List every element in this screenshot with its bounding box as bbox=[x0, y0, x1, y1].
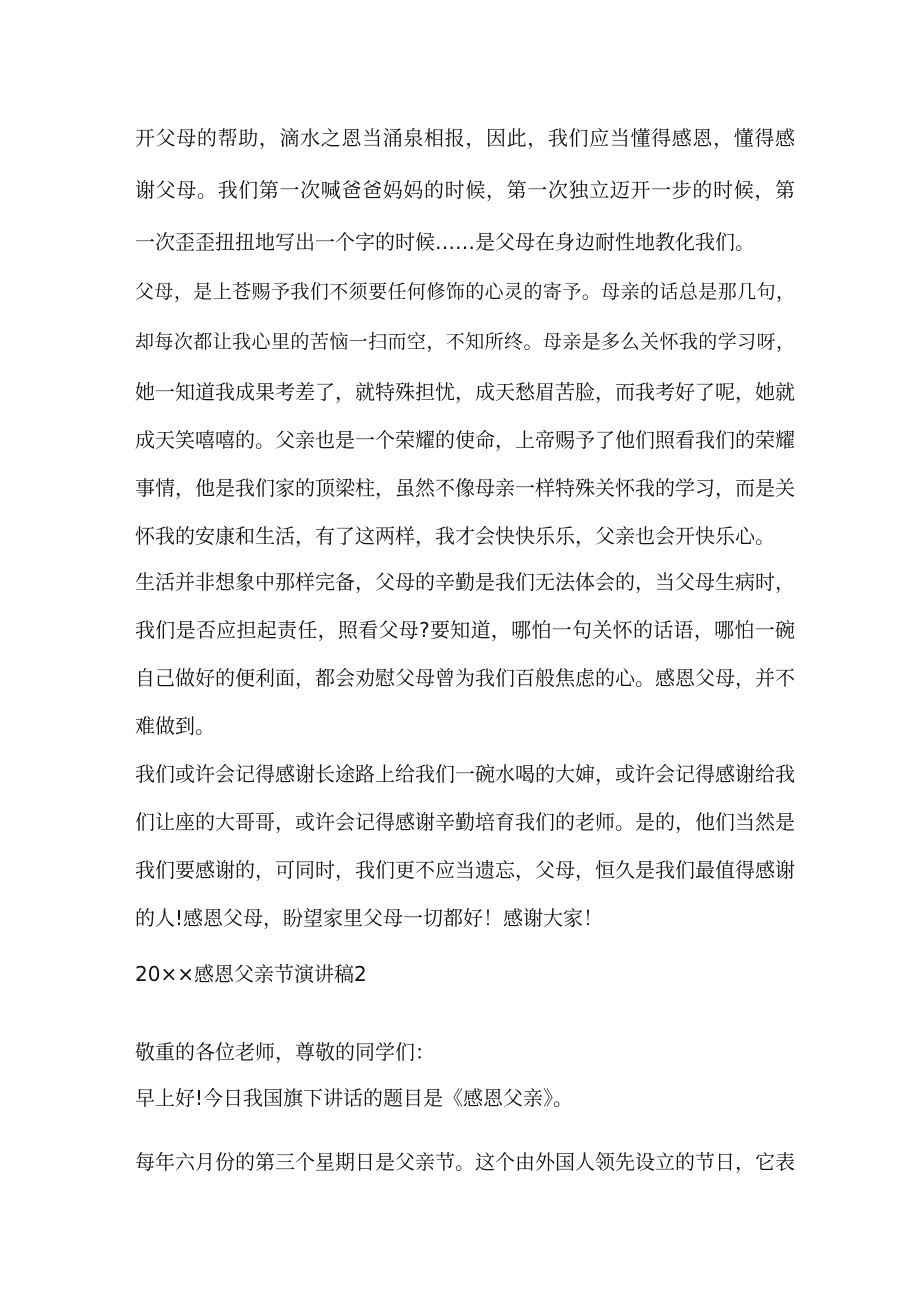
text-line: 们让座的大哥哥，或许会记得感谢辛勤培育我们的老师。是的，他们当然是 bbox=[135, 810, 795, 834]
text-line: 每年六月份的第三个星期日是父亲节。这个由外国人领先设立的节日，它表 bbox=[135, 1150, 795, 1174]
text-line: 难做到。 bbox=[135, 714, 215, 738]
greeting-line: 敬重的各位老师，尊敬的同学们： bbox=[135, 1040, 435, 1064]
text-line: 自己做好的便利面，都会劝慰父母曾为我们百般焦虑的心。感恩父母，并不 bbox=[135, 666, 795, 690]
text-line: 成天笑嘻嘻的。父亲也是一个荣耀的使命，上帝赐予了他们照看我们的荣耀 bbox=[135, 428, 795, 452]
text-line: 怀我的安康和生活，有了这两样，我才会快快乐乐，父亲也会开快乐心。 bbox=[135, 524, 775, 548]
text-line: 我们是否应担起责任，照看父母?要知道，哪怕一句关怀的话语，哪怕一碗 bbox=[135, 618, 795, 642]
text-line: 父母，是上苍赐予我们不须要任何修饰的心灵的寄予。母亲的话总是那几句， bbox=[135, 281, 795, 303]
text-line: 谢父母。我们第一次喊爸爸妈妈的时候，第一次独立迈开一步的时候，第 bbox=[135, 178, 795, 202]
section-heading: 20××感恩父亲节演讲稿2 bbox=[135, 962, 367, 986]
text-line: 生活并非想象中那样完备，父母的辛勤是我们无法体会的，当父母生病时， bbox=[135, 570, 795, 594]
text-line: 事情，他是我们家的顶梁柱，虽然不像母亲一样特殊关怀我的学习，而是关 bbox=[135, 476, 795, 500]
text-line: 她一知道我成果考差了，就特殊担忧，成天愁眉苦脸，而我考好了呢，她就 bbox=[135, 380, 795, 404]
text-line: 我们或许会记得感谢长途路上给我们一碗水喝的大婶，或许会记得感谢给我 bbox=[135, 762, 795, 786]
text-line: 的人!感恩父母，盼望家里父母一切都好！感谢大家！ bbox=[135, 906, 604, 930]
text-line: 却每次都让我心里的苦恼一扫而空，不知所终。母亲是多么关怀我的学习呀， bbox=[135, 331, 795, 353]
opening-line: 早上好!今日我国旗下讲话的题目是《感恩父亲》。 bbox=[135, 1086, 574, 1110]
text-line: 我们要感谢的，可同时，我们更不应当遗忘，父母，恒久是我们最值得感谢 bbox=[135, 858, 795, 882]
text-line: 开父母的帮助，滴水之恩当涌泉相报，因此，我们应当懂得感恩，懂得感 bbox=[135, 126, 795, 150]
text-line: 一次歪歪扭扭地写出一个字的时候……是父母在身边耐性地教化我们。 bbox=[135, 230, 755, 254]
